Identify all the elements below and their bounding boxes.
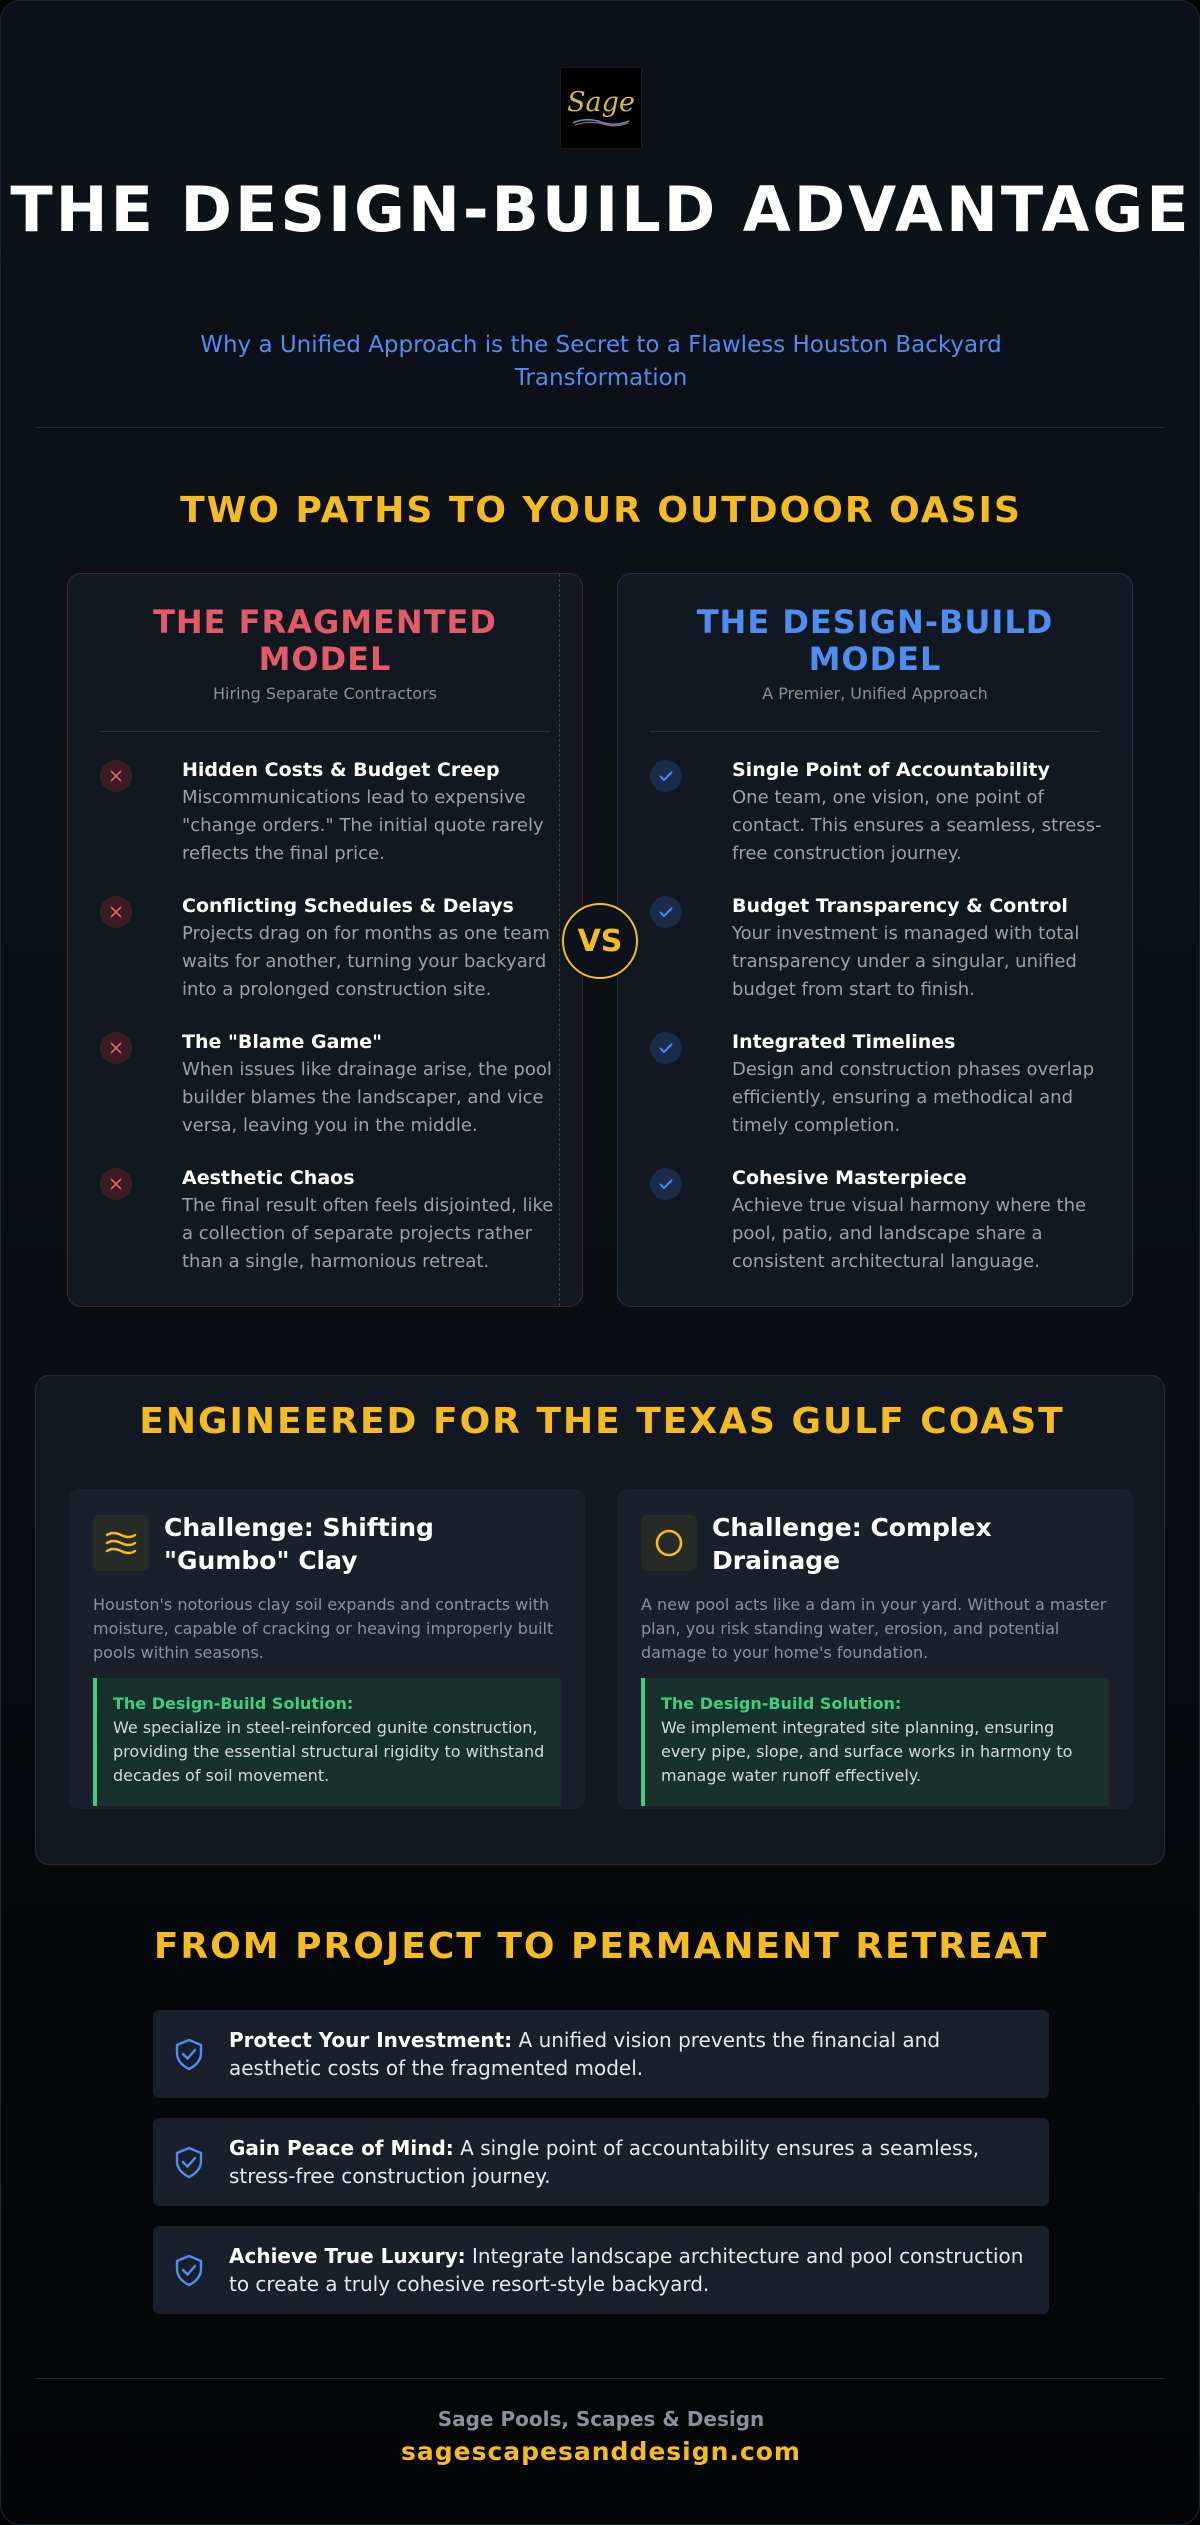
- benefit-description: A unified vision prevents the financial and aesthetic costs of the fragmented model.: [229, 2028, 941, 2080]
- solution-callout: [93, 1678, 561, 1806]
- check-icon: [650, 760, 682, 792]
- challenge-description: Houston's notorious clay soil expands and contracts with moisture, capable of cracking or heaving improperly built pools within seasons.: [93, 1595, 554, 1662]
- check-icon: [650, 1168, 682, 1200]
- x-icon: [100, 760, 132, 792]
- fragmented-model-subtitle: Hiring Separate Contractors: [213, 684, 437, 703]
- vs-badge: VS: [562, 903, 638, 979]
- design-build-model-subtitle: A Premier, Unified Approach: [762, 684, 988, 703]
- item-title: Conflicting Schedules & Delays: [182, 895, 514, 917]
- item-description: Projects drag on for months as one team waits for another, turning your backyard into a prolonged construction site.: [182, 923, 550, 1000]
- item-description: Design and construction phases overlap efficiently, ensuring a methodical and timely completion.: [732, 1059, 1095, 1136]
- design-build-model-panel: [617, 573, 1133, 1307]
- challenge-title: Challenge: Shifting "Gumbo" Clay: [164, 1513, 434, 1575]
- check-icon: [650, 1032, 682, 1064]
- benefit-heading: Achieve True Luxury:: [229, 2244, 466, 2268]
- challenge-title: Challenge: Complex Drainage: [712, 1513, 992, 1575]
- check-icon: [650, 896, 682, 928]
- benefit-description: A single point of accountability ensures a seamless, stress-free construction journey.: [229, 2136, 980, 2188]
- item-title: Single Point of Accountability: [732, 759, 1050, 781]
- panel-divider: [100, 731, 550, 732]
- circle-icon: [641, 1515, 697, 1571]
- solution-label: The Design-Build Solution:: [661, 1694, 902, 1713]
- benefit-description: Integrate landscape architecture and pool construction to create a truly cohesive resort-style backyard.: [229, 2244, 1024, 2296]
- section-title-two-paths: TWO PATHS TO YOUR OUTDOOR OASIS: [180, 490, 1022, 531]
- item-description: One team, one vision, one point of contact. This ensures a seamless, stress-free construction journey.: [732, 787, 1102, 864]
- fragmented-model-panel: [67, 573, 583, 1307]
- challenge-card-clay: [69, 1489, 585, 1809]
- item-description: Miscommunications lead to expensive "change orders." The initial quote rarely reflects the final price.: [182, 787, 544, 864]
- benefit-text: [229, 2026, 1029, 2082]
- item-title: Budget Transparency & Control: [732, 895, 1068, 917]
- item-title: The "Blame Game": [182, 1031, 383, 1053]
- footer-company-name: Sage Pools, Scapes & Design: [437, 2407, 765, 2431]
- item-description: When issues like drainage arise, the pool builder blames the landscaper, and vice versa, leaving you in the middle.: [182, 1059, 552, 1136]
- item-title: Aesthetic Chaos: [182, 1167, 355, 1189]
- panel-divider: [650, 731, 1100, 732]
- section-title-permanent-retreat: FROM PROJECT TO PERMANENT RETREAT: [153, 1926, 1049, 1967]
- page-subtitle: Why a Unified Approach is the Secret to a Flawless Houston Backyard Transformation: [200, 332, 1002, 391]
- x-icon: [100, 1032, 132, 1064]
- solution-label: The Design-Build Solution:: [113, 1694, 354, 1713]
- solution-text: We implement integrated site planning, ensuring every pipe, slope, and surface works in harmony to manage water runoff effectively.: [661, 1718, 1073, 1785]
- footer-divider: [35, 2378, 1165, 2379]
- benefit-item: [153, 2118, 1049, 2206]
- footer-website-link[interactable]: sagescapesanddesign.com: [400, 2437, 801, 2466]
- challenge-card-drainage: [617, 1489, 1133, 1809]
- x-icon: [100, 1168, 132, 1200]
- benefit-heading: Gain Peace of Mind:: [229, 2136, 454, 2160]
- solution-text: We specialize in steel-reinforced gunite construction, providing the essential structural rigidity to withstand decades of soil movement.: [113, 1718, 545, 1785]
- challenge-description: A new pool acts like a dam in your yard. Without a master plan, you risk standing water, erosion, and potential damage to your home's foundation.: [641, 1595, 1107, 1662]
- x-icon: [100, 896, 132, 928]
- design-build-model-title: THE DESIGN-BUILD MODEL: [696, 603, 1054, 678]
- logo-swoosh-icon: [571, 117, 631, 127]
- sage-logo: [560, 67, 642, 149]
- shield-check-icon: [171, 2144, 207, 2180]
- benefit-item: [153, 2010, 1049, 2098]
- page-title: THE DESIGN-BUILD ADVANTAGE: [10, 173, 1192, 246]
- benefit-heading: Protect Your Investment:: [229, 2028, 513, 2052]
- divider: [35, 427, 1165, 428]
- benefit-text: [229, 2134, 1029, 2190]
- item-description: Your investment is managed with total transparency under a singular, unified budget from start to finish.: [732, 923, 1080, 1000]
- benefit-text: [229, 2242, 1029, 2298]
- item-description: Achieve true visual harmony where the pool, patio, and landscape share a consistent architectural language.: [732, 1195, 1087, 1272]
- item-title: Hidden Costs & Budget Creep: [182, 759, 500, 781]
- shield-check-icon: [171, 2252, 207, 2288]
- section-title-gulf-coast: ENGINEERED FOR THE TEXAS GULF COAST: [139, 1401, 1065, 1442]
- item-title: Integrated Timelines: [732, 1031, 956, 1053]
- fragmented-model-title: THE FRAGMENTED MODEL: [153, 603, 497, 678]
- item-title: Cohesive Masterpiece: [732, 1167, 967, 1189]
- solution-callout: [641, 1678, 1109, 1806]
- gulf-coast-section: [35, 1375, 1165, 1865]
- item-description: The final result often feels disjointed, like a collection of separate projects rather than a single, harmonious retreat.: [182, 1195, 554, 1272]
- shield-check-icon: [171, 2036, 207, 2072]
- benefit-item: [153, 2226, 1049, 2314]
- waves-icon: [93, 1515, 149, 1571]
- logo-wordmark: Sage: [567, 87, 635, 118]
